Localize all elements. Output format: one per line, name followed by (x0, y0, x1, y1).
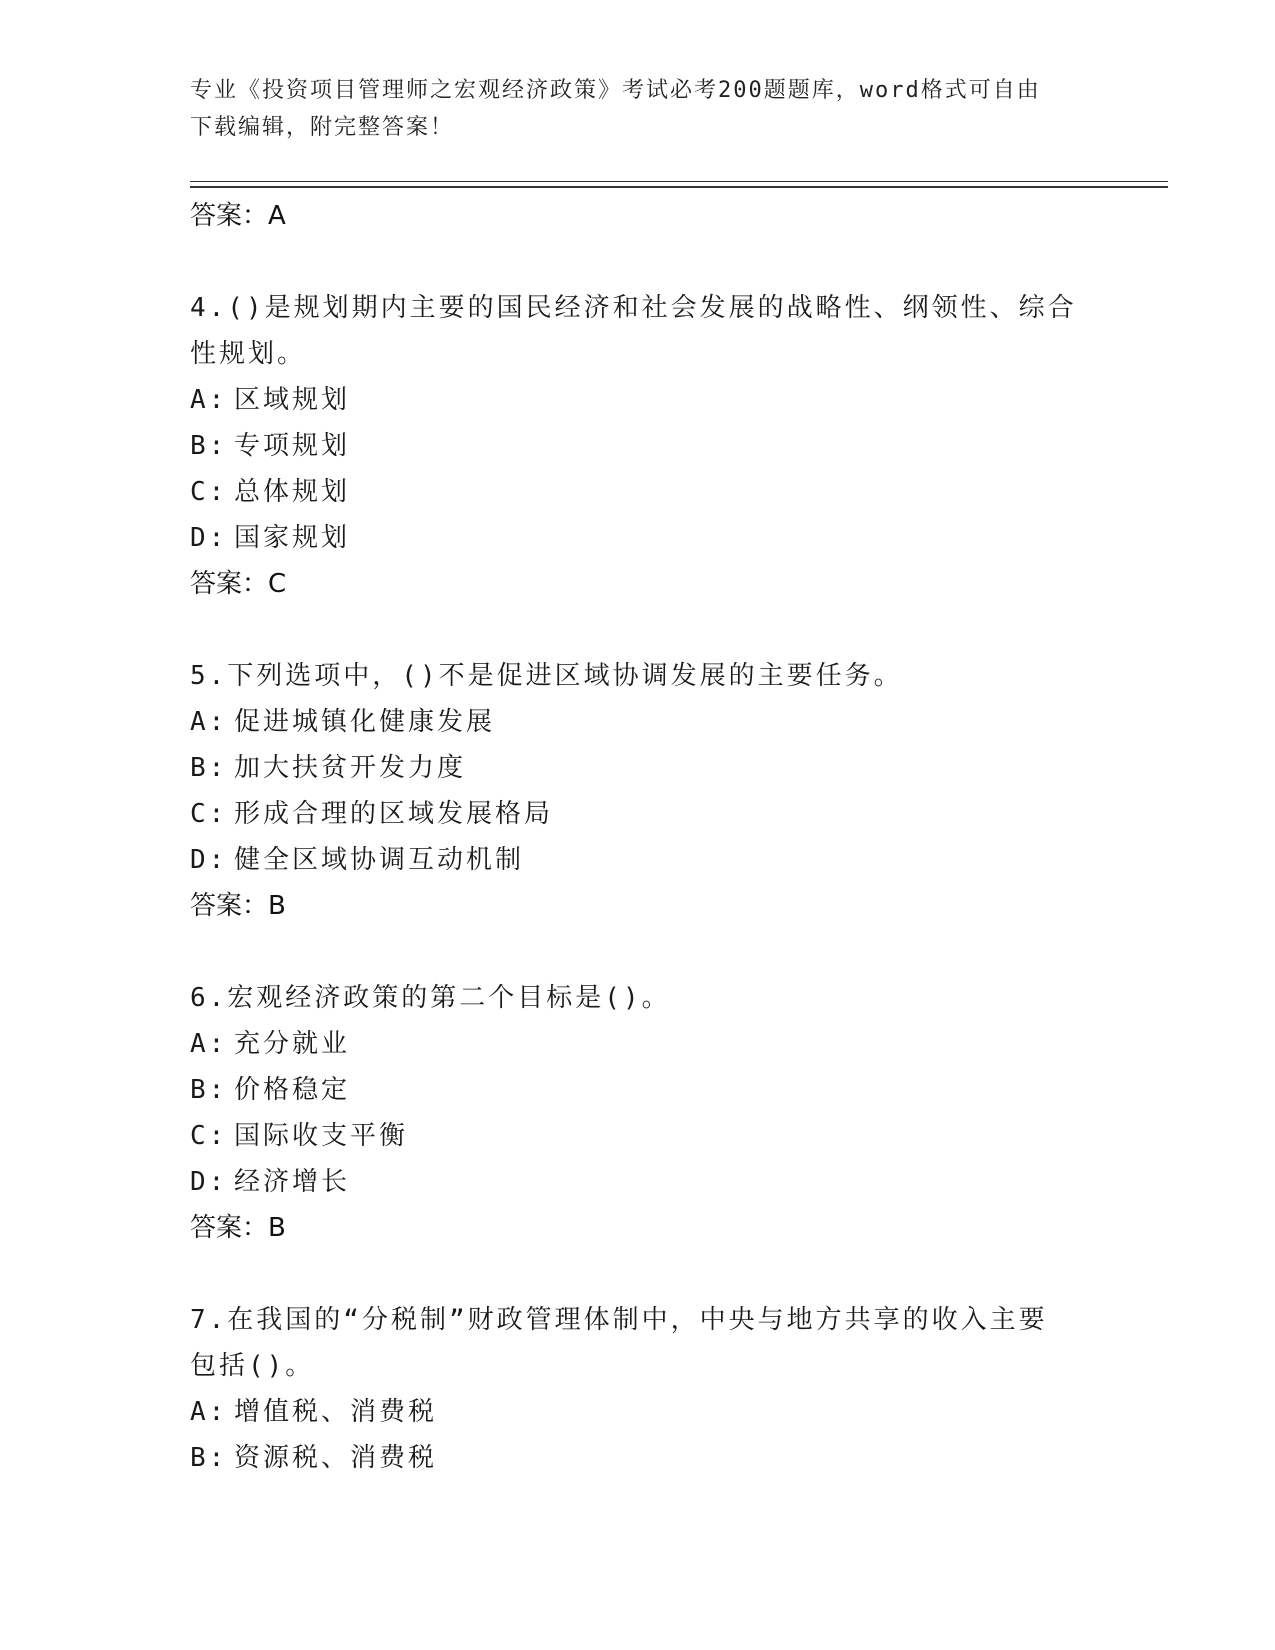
option-d: D: 健全区域协调互动机制 (190, 845, 525, 875)
answer: 答案：C (190, 569, 287, 599)
header-line-1: 专业《投资项目管理师之宏观经济政策》考试必考200题题库，word格式可自由 (190, 78, 1041, 103)
option-a: A: 增值税、消费税 (190, 1397, 438, 1427)
question-text: 6.宏观经济政策的第二个目标是()。 (190, 983, 671, 1013)
question-5 (190, 653, 1090, 929)
question-6 (190, 975, 1090, 1251)
header-divider-thin (190, 181, 1168, 182)
question-7 (190, 1297, 1090, 1481)
document-body (190, 193, 1090, 1481)
answer: 答案：B (190, 1213, 286, 1243)
option-b: B: 价格稳定 (190, 1075, 351, 1105)
option-a: A: 促进城镇化健康发展 (190, 707, 496, 737)
option-b: B: 加大扶贫开发力度 (190, 753, 467, 783)
previous-answer: 答案：A (190, 201, 286, 231)
option-b: B: 资源税、消费税 (190, 1443, 438, 1473)
question-text: 7.在我国的“分税制”财政管理体制中，中央与地方共享的收入主要 包括()。 (190, 1305, 1048, 1381)
document-header (190, 72, 1090, 146)
option-b: B: 专项规划 (190, 431, 351, 461)
question-text: 4.()是规划期内主要的国民经济和社会发展的战略性、纲领性、综合 性规划。 (190, 293, 1077, 369)
header-divider-thick (190, 186, 1168, 188)
option-a: A: 充分就业 (190, 1029, 351, 1059)
question-4 (190, 285, 1090, 607)
option-a: A: 区域规划 (190, 385, 351, 415)
option-c: C: 总体规划 (190, 477, 351, 507)
option-c: C: 形成合理的区域发展格局 (190, 799, 554, 829)
option-d: D: 经济增长 (190, 1167, 351, 1197)
option-d: D: 国家规划 (190, 523, 351, 553)
answer: 答案：B (190, 891, 286, 921)
question-text: 5.下列选项中，()不是促进区域协调发展的主要任务。 (190, 661, 903, 691)
option-c: C: 国际收支平衡 (190, 1121, 409, 1151)
header-line-2: 下载编辑，附完整答案！ (190, 115, 455, 140)
